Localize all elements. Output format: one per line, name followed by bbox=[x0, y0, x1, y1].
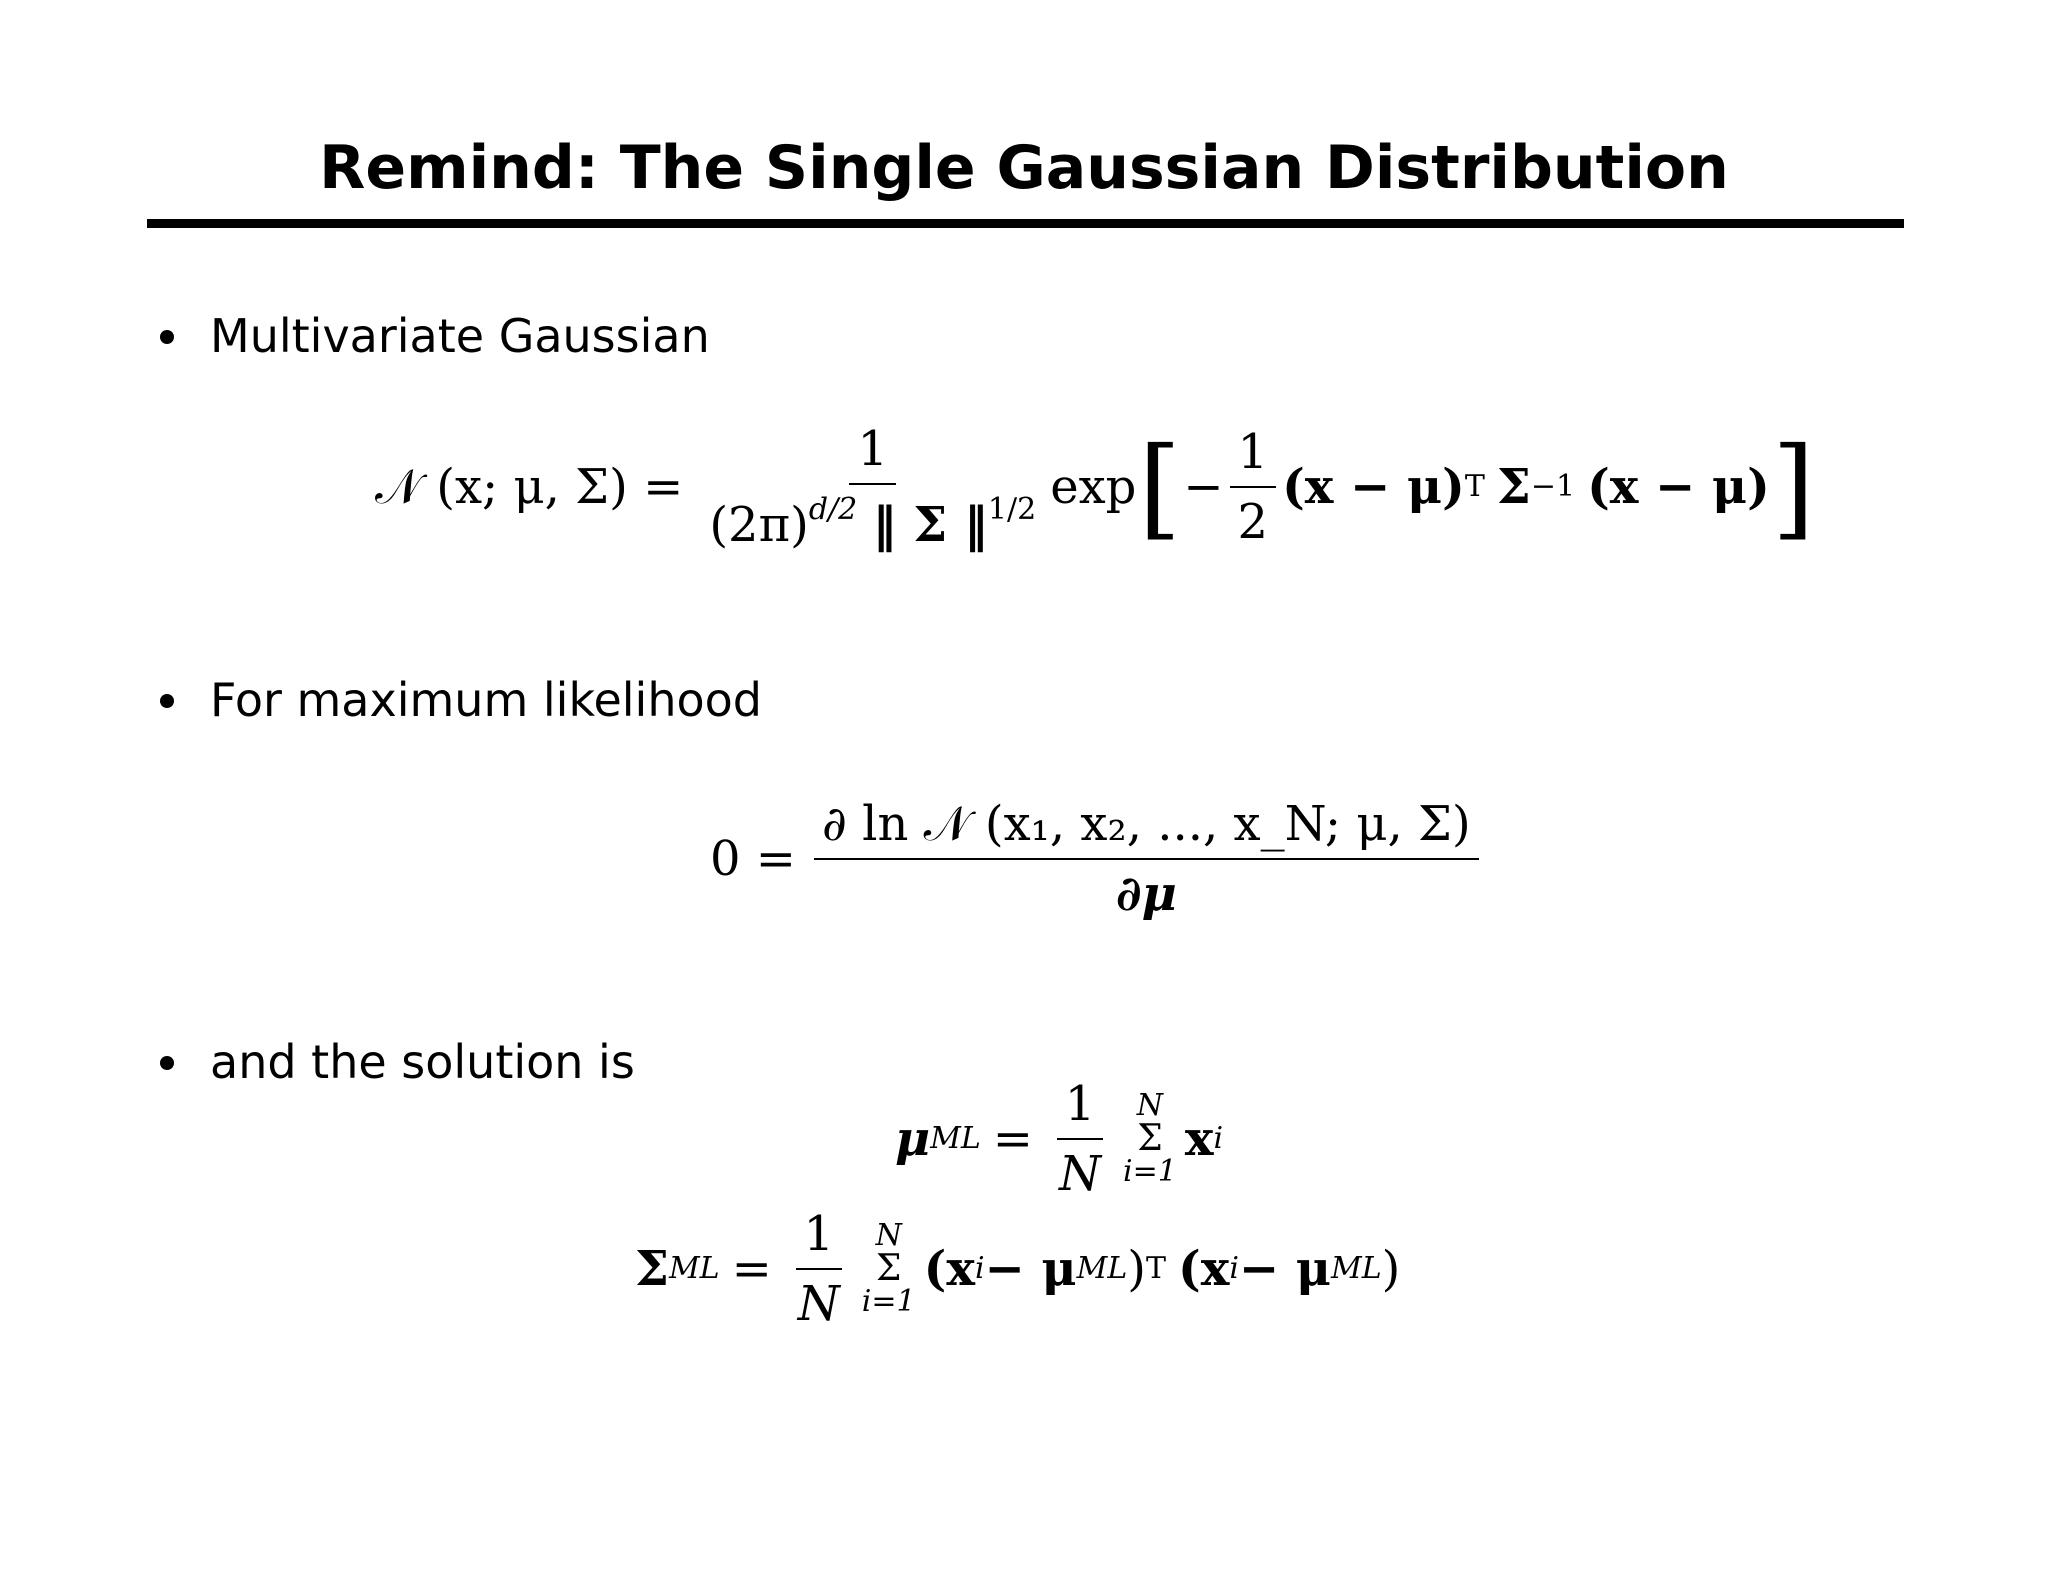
eq-sigma-symbol: Σ bbox=[635, 1241, 669, 1297]
equation-sigma-ml: Σ ML = $\frac{1}{N}$ N Σ i=1 (x i − μ ML ) T (x i − μ ML ) bbox=[635, 1206, 1401, 1332]
eq-term-diff-2: (x − μ) bbox=[1587, 459, 1770, 515]
eq-derivative-numerator: ∂ ln 𝒩 (x₁, x₂, ..., x_N; μ, Σ) bbox=[814, 800, 1479, 860]
slide-title: Remind: The Single Gaussian Distribution bbox=[319, 133, 1729, 203]
eq-lhs: 0 = bbox=[710, 831, 797, 887]
eq-lhs: 𝒩 (x; μ, Σ) = bbox=[375, 459, 684, 515]
bullet-text: Multivariate Gaussian bbox=[210, 309, 710, 363]
equation-mu-ml: μ ML = $\frac{1}{N}$ N Σ i=1 x i bbox=[895, 1076, 1224, 1202]
eq-summation: N Σ i=1 bbox=[1123, 1088, 1177, 1189]
eq-cov-fraction: $\frac{1}{N}$ bbox=[790, 1210, 848, 1328]
equation-maximum-likelihood bbox=[710, 796, 1485, 922]
eq-normalizer-fraction bbox=[701, 421, 1044, 553]
equation-multivariate-gaussian: 𝒩 (x; μ, Σ) = $\frac{1}{(2\pi)^{d/2} ‖ \Sigma ‖^{1/2}}$ exp [ − $\frac{1}{2}$ (x − μ) T Σ −1 (x − μ) ] bbox=[375, 421, 1815, 553]
bullet-dot-icon bbox=[160, 1056, 174, 1070]
eq-summation: N Σ i=1 bbox=[861, 1218, 916, 1319]
bullet-solution bbox=[160, 1034, 635, 1090]
eq-half-fraction: $\frac{1}{2}$ bbox=[1230, 428, 1277, 546]
bullet-dot-icon bbox=[160, 694, 174, 708]
bullet-maximum-likelihood bbox=[160, 672, 762, 728]
bullet-text: and the solution is bbox=[210, 1035, 635, 1089]
eq-transpose: T bbox=[1464, 469, 1485, 504]
eq-normalizer-numerator: 1 bbox=[849, 425, 896, 485]
eq-derivative-fraction bbox=[814, 796, 1479, 922]
eq-derivative-denominator: ∂μ bbox=[1115, 866, 1177, 922]
eq-mean-fraction: $\frac{1}{N}$ bbox=[1051, 1080, 1109, 1198]
bullet-multivariate-gaussian bbox=[160, 308, 710, 364]
bullet-dot-icon bbox=[160, 330, 174, 344]
eq-inverse: −1 bbox=[1530, 469, 1576, 504]
bullet-text: For maximum likelihood bbox=[210, 673, 762, 727]
eq-sigma: Σ bbox=[1496, 459, 1531, 515]
eq-term-diff-1: (x − μ) bbox=[1282, 459, 1465, 515]
title-divider bbox=[147, 219, 1904, 228]
right-bracket: ] bbox=[1771, 423, 1815, 551]
left-bracket: [ bbox=[1138, 423, 1182, 551]
eq-normalizer-denominator: $(2\pi)^{d/2}$ ‖ Σ ‖$^{1/2}$ bbox=[709, 492, 1037, 553]
eq-mu-symbol: μ bbox=[895, 1111, 931, 1167]
eq-exp: exp bbox=[1050, 459, 1137, 515]
